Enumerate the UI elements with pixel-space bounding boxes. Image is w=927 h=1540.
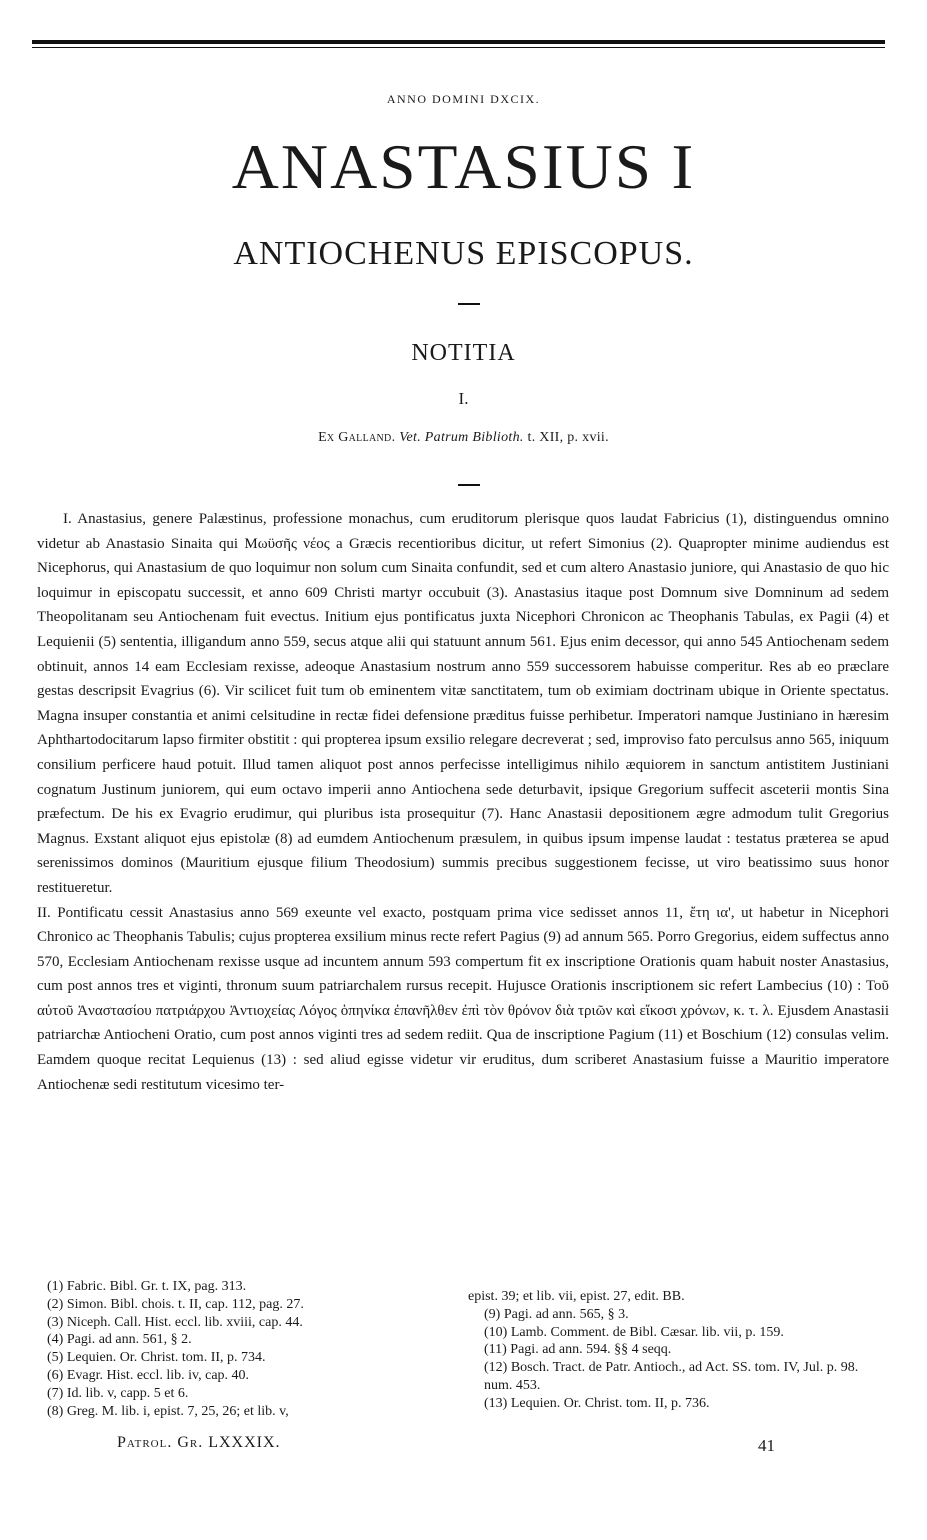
- section-numeral: I.: [458, 389, 469, 408]
- footnote: (8) Greg. M. lib. i, epist. 7, 25, 26; et lib. v,: [47, 1403, 289, 1419]
- footnote: (12) Bosch. Tract. de Patr. Antioch., ad Act. SS. tom. IV, Jul. p. 98. num. 453.: [484, 1360, 859, 1393]
- paragraph-2: II. Pontificatu cessit Anastasius anno 569 exeunte vel exacto, postquam prima vice sedisset annos 11, ἔτη ια', ut habetur in Nicephori Chronico ac Theophanis Tabulis; cujus propterea exsilium minus recte refert Pagius (9) ad annum 565. Porro Gregorius, eidem suffectus anno 570, Ecclesiam Antiochenam rexisse usque ad incuntem annum 593 compertum fit ex inscriptione Orationis quam habuit noster Anastasius, cum post annos tres et viginti, thronum suum patriarchalem rursus recepit. Hujusce Orationis inscriptionem sic refert Lambecius (10) : Τοῦ αὐτοῦ Ἀναστασίου πατριάρχου Ἀντιοχείας Λόγος ὁπηνίκα ἐπανῆλθεν ἐπὶ τὸν θρόνον διὰ τριῶν καὶ εἴκοσι χρόνων, κ. τ. λ. Ejusdem Anastasii patriarchæ Antiocheni Oratio, cum post annos viginti tres ad sedem rediit. Qua de inscriptione Pagium (11) et Boschium (12) consulas velim. Eamdem quoque recitat Lequienus (13) : sed aliud egisse videtur vir eruditus, dum scriberet Anastasium fuisse a Mauritio imperatore Antiochenæ sedi restitutum vicesimo ter-: [37, 904, 889, 1093]
- top-rule-thick: [32, 40, 885, 44]
- footnote: (1) Fabric. Bibl. Gr. t. IX, pag. 313.: [47, 1279, 247, 1294]
- footer-volume: Patrol. Gr. LXXXIX.: [117, 1434, 281, 1451]
- source-tail: t. XII, p. xvii.: [527, 430, 609, 445]
- footnote: (3) Niceph. Call. Hist. eccl. lib. xviii, cap. 44.: [47, 1314, 303, 1330]
- footnote: (5) Lequien. Or. Christ. tom. II, p. 734.: [47, 1350, 266, 1366]
- footnote: (9) Pagi. ad ann. 565, § 3.: [484, 1306, 629, 1322]
- footnote-continuation: epist. 39; et lib. vii, epist. 27, edit. BB.: [468, 1289, 685, 1304]
- page-subtitle: ANTIOCHENUS EPISCOPUS.: [233, 235, 694, 272]
- paragraph-1: I. Anastasius, genere Palæstinus, professione monachus, cum eruditorum plerisque quos laudat Fabricius (1), distinguendus omnino videtur ab Anastasio Sinaita qui Μωϋσῆς νέος a Græcis recentioribus dicitur, ut refert Simonius (2). Quapropter minime audiendus est Nicephorus, qui Anastasium de quo loquimur non solum cum Sinaita confundit, sed et cum altero Anastasio juniore, qui Anastasio de quo hic loquimur in episcopatu successit, et anno 609 Christi martyr occubuit (3). Anastasius itaque post Domnum sive Domninum ad sedem Theopolitanam seu Antiochenam fuit evectus. Initium ejus pontificatus juxta Nicephori Chronicon ac Theophanis Tabulas, ex Pagii (4) et Lequienii (5) sententia, illigandum anno 559, secus atque alii qui statuunt annum 561. Ejus enim decessor, qui anno 545 Antiochenam sedem obtinuit, annos 14 eam Ecclesiam rexisse, adeoque Anastasium nostrum anno 559 successorem habuisse comperitur. Res ab eo præclare gestas descripsit Evagrius (6). Vir scilicet fuit tum ob eminentem vitæ sanctitatem, tum ob eximiam doctrinam ubique in Oriente spectatus. Magna insuper constantia et animi celsitudine in rectæ fidei defensione præditus fuisse perhibetur. Imperatori namque Justiniano in hæresim Aphthartodocitarum lapso firmiter obstitit : qui propterea ipsum exsilio relegare decreverat ; sed, improviso fato perculsus anno 565, iniquum consilium perficere haud potuit. Illud tamen aliquot post annos perfecisse intelligimus nihilo æquiorem in sanctum antistitem Justiniani cognatum Justinum juniorem, qui eum octavo imperii anno Antiochena sede deturbavit, ipsique Gregorium suffecit asceterii montis Sina præfectum. De his ex Evagrio erudimur, qui pluribus ista prosequitur (7). Hanc Anastasii depositionem ægre admodum tulit Gregorius Magnus. Exstant aliquot ejus epistolæ (8) ad eumdem Antiochenum præsulem, in quibus ipsum impense laudat : testatus præterea se apud serenissimos dominos (Mauritium ejusque filium Theodosium) summis precibus suggestionem fecisse, ut viro beatissimo suus honor restitueretur.: [37, 511, 889, 896]
- footnote: (7) Id. lib. v, capp. 5 et 6.: [47, 1385, 189, 1401]
- section-dash: [458, 303, 480, 305]
- footnote: (4) Pagi. ad ann. 561, § 2.: [47, 1332, 192, 1348]
- footnotes-right: [468, 1288, 886, 1413]
- footnote: (2) Simon. Bibl. chois. t. II, cap. 112, pag. 27.: [47, 1296, 304, 1312]
- footnotes-left: [47, 1278, 442, 1420]
- source-lead: Ex Galland.: [318, 430, 396, 445]
- section-heading: NOTITIA: [411, 340, 516, 366]
- section-dash: [458, 484, 480, 486]
- page-number: 41: [758, 1436, 775, 1455]
- footnote: (11) Pagi. ad ann. 594. §§ 4 seqq.: [484, 1342, 672, 1358]
- source-citation: [0, 430, 927, 446]
- body-text: [37, 507, 889, 1097]
- running-header: ANNO DOMINI DXCIX.: [386, 92, 541, 106]
- footnote: (6) Evagr. Hist. eccl. lib. iv, cap. 40.: [47, 1367, 250, 1383]
- source-title: Vet. Patrum Biblioth.: [399, 430, 524, 445]
- footnote: (13) Lequien. Or. Christ. tom. II, p. 736.: [484, 1395, 710, 1411]
- footnote: (10) Lamb. Comment. de Bibl. Cæsar. lib. vii, p. 159.: [484, 1324, 784, 1340]
- page-title: ANASTASIUS I: [231, 131, 696, 202]
- top-rule-thin: [32, 47, 885, 48]
